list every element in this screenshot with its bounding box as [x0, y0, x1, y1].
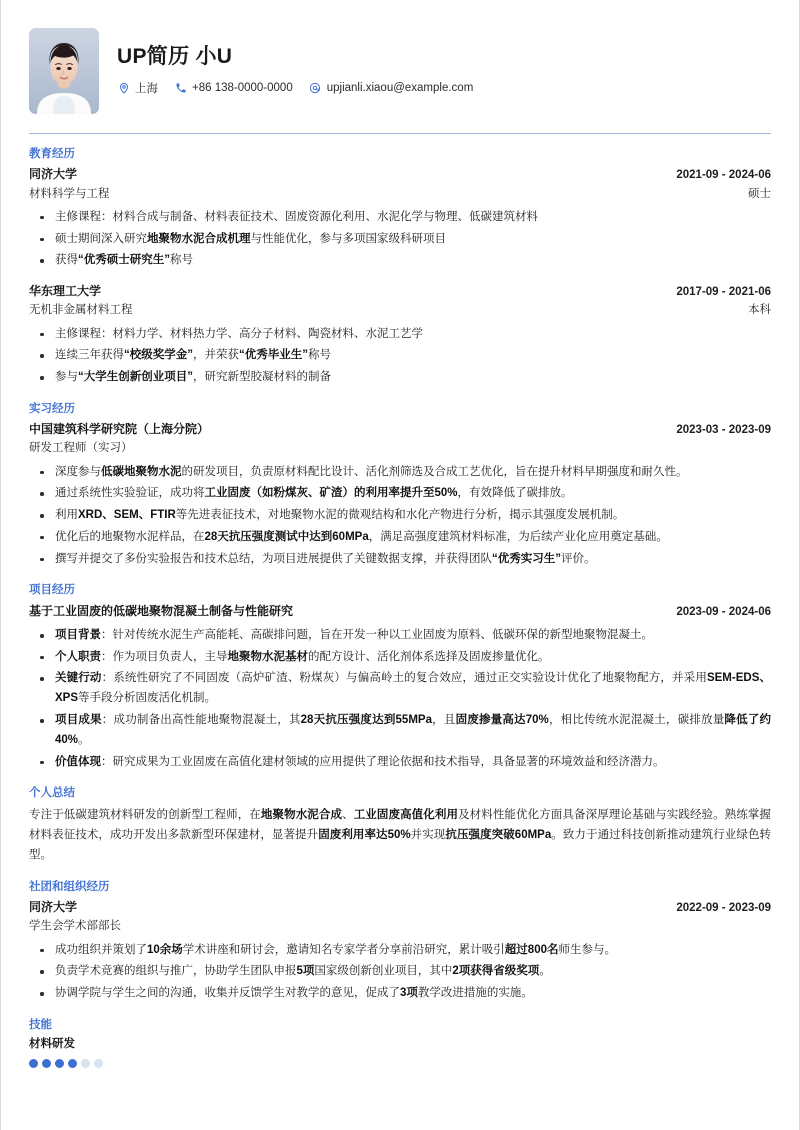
contact-row: [117, 80, 771, 96]
skill-dot: [94, 1059, 103, 1068]
list-item: 利用XRD、SEM、FTIR等先进表征技术，对地聚物水泥的微观结构和水化产物进行分析，揭示其强度发展机制。: [29, 506, 771, 526]
list-item: 获得“优秀硕士研究生”称号: [29, 251, 771, 271]
section-education: [29, 146, 771, 388]
list-item: 成功组织并策划了10余场学术讲座和研讨会，邀请知名专家学者分享前沿研究，累计吸引超过800名师生参与。: [29, 941, 771, 961]
internship-bullets: [29, 463, 771, 570]
internship-entry: [29, 420, 771, 569]
organization-role: 学生会学术部部长: [29, 920, 121, 933]
skill-dot: [81, 1059, 90, 1068]
list-item: 个人职责：作为项目负责人，主导地聚物水泥基材的配方设计、活化剂体系选择及固废掺量优化。: [29, 648, 771, 668]
list-item: 通过系统性实验验证，成功将工业固废（如粉煤灰、矿渣）的利用率提升至50%，有效降低了碳排放。: [29, 484, 771, 504]
organization-date: 2022-09 - 2023-09: [676, 902, 771, 915]
list-item: 价值体现：研究成果为工业固废在高值化建材领域的应用提供了理论依据和技术指导，具备显著的环境效益和经济潜力。: [29, 753, 771, 773]
skill-name: 材料研发: [29, 1038, 75, 1051]
skill-level-dots: [29, 1059, 771, 1068]
list-item: 撰写并提交了多份实验报告和技术总结，为项目进展提供了关键数据支撑，并获得团队“优秀实习生”评价。: [29, 550, 771, 570]
project-entry: [29, 602, 771, 773]
organization-bullets: [29, 941, 771, 1004]
education-degree: 硕士: [748, 187, 771, 200]
education-major: 材料科学与工程: [29, 187, 110, 200]
contact-location: [117, 80, 158, 96]
header-divider: [29, 133, 771, 134]
education-bullets: [29, 208, 771, 271]
list-item: 深度参与低碳地聚物水泥的研发项目，负责原材料配比设计、活化剂筛选及合成工艺优化，旨在提升材料早期强度和耐久性。: [29, 463, 771, 483]
internship-role: 研发工程师（实习）: [29, 442, 133, 455]
list-item: 硕士期间深入研究地聚物水泥合成机理与性能优化，参与多项国家级科研项目: [29, 230, 771, 250]
internship-date: 2023-03 - 2023-09: [676, 424, 771, 437]
list-item: 关键行动：系统性研究了不同固废（高炉矿渣、粉煤灰）与偏高岭土的复合效应，通过正交实验设计优化了地聚物配方，并采用SEM-EDS、XPS等手段分析固废活化机制。: [29, 669, 771, 709]
project-date: 2023-09 - 2024-06: [676, 605, 771, 618]
resume-header: [29, 0, 771, 124]
education-org: 华东理工大学: [29, 284, 102, 299]
list-item: 负责学术竞赛的组织与推广，协助学生团队申报5项国家级创新创业项目，其中2项获得省级奖项。: [29, 962, 771, 982]
list-item: 主修课程：材料合成与制备、材料表征技术、固废资源化利用、水泥化学与物理、低碳建筑材料: [29, 208, 771, 228]
education-entry: [29, 165, 771, 271]
section-title-summary: 个人总结: [29, 787, 75, 800]
internship-org: 中国建筑科学研究院（上海分院）: [29, 422, 210, 437]
skill-dot: [29, 1059, 38, 1068]
education-major: 无机非金属材料工程: [29, 304, 133, 317]
summary-text: 专注于低碳建筑材料研发的创新型工程师，在地聚物水泥合成、工业固废高值化利用及材料性能优化方面具备深厚理论基础与实践经验。熟练掌握材料表征技术，成功开发出多款新型环保建材，显著提升固废利用率达50%并实现抗压强度突破60MPa。致力于通过科技创新推动建筑行业绿色转型。: [29, 808, 772, 862]
project-bullets: [29, 626, 771, 772]
section-skills: [29, 1017, 771, 1068]
section-title-education: 教育经历: [29, 148, 75, 160]
project-name: 基于工业固废的低碳地聚物混凝土制备与性能研究: [29, 603, 294, 618]
section-summary: [29, 785, 771, 866]
contact-phone-value: +86 138-0000-0000: [192, 81, 293, 94]
organization-org: 同济大学: [29, 900, 78, 915]
education-bullets: [29, 325, 771, 388]
education-org: 同济大学: [29, 167, 78, 182]
section-title-projects: 项目经历: [29, 584, 75, 597]
list-item: 协调学院与学生之间的沟通，收集并反馈学生对教学的意见，促成了3项教学改进措施的实施。: [29, 984, 771, 1004]
contact-email: [309, 81, 474, 94]
location-pin-icon: [117, 81, 130, 94]
list-item: 项目背景：针对传统水泥生产高能耗、高碳排问题，旨在开发一种以工业固废为原料、低碳环保的新型地聚物混凝土。: [29, 626, 771, 646]
skill-dot: [42, 1059, 51, 1068]
page-title: UP简历 小U: [117, 45, 233, 69]
skill-dot: [55, 1059, 64, 1068]
section-title-organizations: 社团和组织经历: [29, 880, 110, 893]
section-projects: [29, 582, 771, 772]
contact-email-value: upjianli.xiaou@example.com: [326, 81, 474, 94]
education-date: 2021-09 - 2024-06: [676, 169, 771, 182]
contact-location-value: 上海: [135, 82, 158, 95]
avatar-photo: [29, 28, 99, 114]
list-item: 主修课程：材料力学、材料热力学、高分子材料、陶瓷材料、水泥工艺学: [29, 325, 771, 345]
phone-icon: [174, 81, 187, 94]
education-degree: 本科: [748, 304, 771, 317]
section-organizations: [29, 879, 771, 1004]
contact-phone: [174, 81, 293, 94]
education-date: 2017-09 - 2021-06: [676, 286, 771, 299]
section-internship: [29, 401, 771, 570]
list-item: 优化后的地聚物水泥样品，在28天抗压强度测试中达到60MPa，满足高强度建筑材料标准，为后续产业化应用奠定基础。: [29, 528, 771, 548]
email-at-icon: [309, 81, 322, 94]
header-details: [117, 44, 771, 97]
section-title-skills: 技能: [29, 1018, 52, 1031]
skill-dot: [68, 1059, 77, 1068]
list-item: 项目成果：成功制备出高性能地聚物混凝土，其28天抗压强度达到55MPa，且固废掺量高达70%，相比传统水泥混凝土，碳排放量降低了约40%。: [29, 711, 771, 751]
section-title-internship: 实习经历: [29, 402, 75, 415]
organization-entry: [29, 898, 771, 1004]
education-entry: [29, 282, 771, 388]
list-item: 参与“大学生创新创业项目”，研究新型胶凝材料的制备: [29, 368, 771, 388]
list-item: 连续三年获得“校级奖学金”，并荣获“优秀毕业生”称号: [29, 346, 771, 366]
